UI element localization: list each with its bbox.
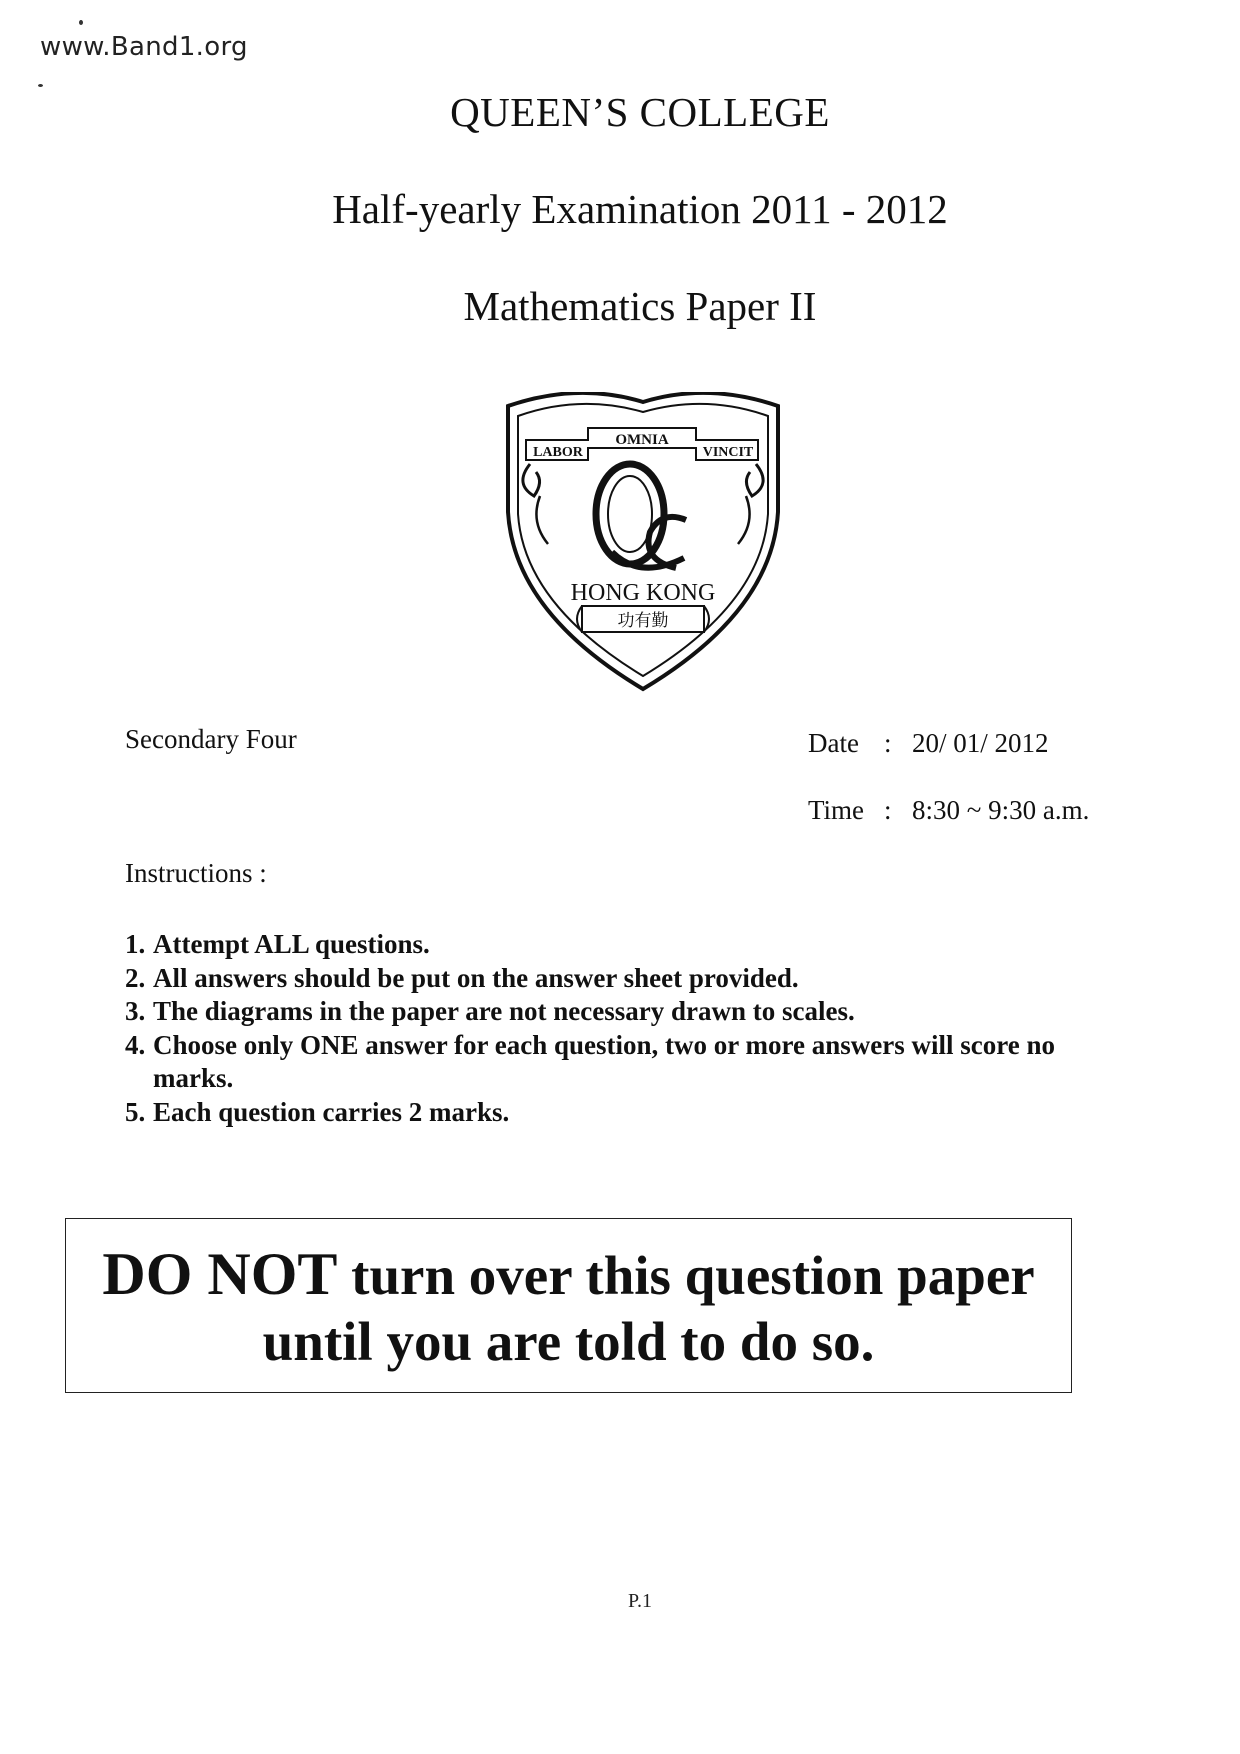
instruction-list bbox=[125, 928, 1125, 1129]
date-label: Date bbox=[808, 728, 859, 758]
warning-box bbox=[65, 1218, 1072, 1393]
scan-speck bbox=[38, 84, 43, 87]
date-value: 20/ 01/ 2012 bbox=[912, 728, 1049, 758]
instruction-item: 4. Choose only ONE answer for each question, two or more answers will score no marks. bbox=[125, 1029, 1055, 1093]
warning-rest: turn over this question paper bbox=[337, 1245, 1035, 1306]
crest-motto-left: LABOR bbox=[533, 445, 583, 460]
warning-line-2: until you are told to do so. bbox=[262, 1311, 875, 1372]
scan-speck bbox=[79, 20, 83, 25]
crest-motto-center: OMNIA bbox=[615, 432, 669, 448]
instruction-item: 5. Each question carries 2 marks. bbox=[125, 1096, 510, 1127]
instruction-item: 2. All answers should be put on the answer sheet provided. bbox=[125, 962, 799, 993]
time-value: 8:30 ~ 9:30 a.m. bbox=[912, 795, 1090, 825]
warning-lead: DO NOT bbox=[102, 1241, 338, 1307]
crest-place: HONG KONG bbox=[570, 580, 716, 606]
page-number: P.1 bbox=[628, 1590, 652, 1612]
instruction-item: 3. The diagrams in the paper are not necessary drawn to scales. bbox=[125, 996, 855, 1026]
date-row: Date : 20/ 01/ 2012 bbox=[808, 728, 1049, 758]
crest-motto-right: VINCIT bbox=[702, 445, 754, 460]
class-level: Secondary Four bbox=[125, 724, 297, 754]
school-name: QUEEN’S COLLEGE bbox=[450, 89, 830, 135]
instructions-heading: Instructions : bbox=[125, 858, 267, 888]
time-row: Time : 8:30 ~ 9:30 a.m. bbox=[808, 795, 1090, 825]
crest-chinese-scroll: 功有勤 bbox=[617, 611, 669, 631]
time-label: Time bbox=[808, 795, 865, 825]
watermark-url: www.Band1.org bbox=[40, 32, 248, 62]
school-crest-logo bbox=[500, 392, 786, 692]
paper-title: Mathematics Paper II bbox=[463, 283, 817, 329]
exam-title: Half-yearly Examination 2011 - 2012 bbox=[332, 186, 948, 232]
instruction-item: 1. Attempt ALL questions. bbox=[125, 929, 430, 959]
warning-line-1 bbox=[66, 1241, 1071, 1309]
